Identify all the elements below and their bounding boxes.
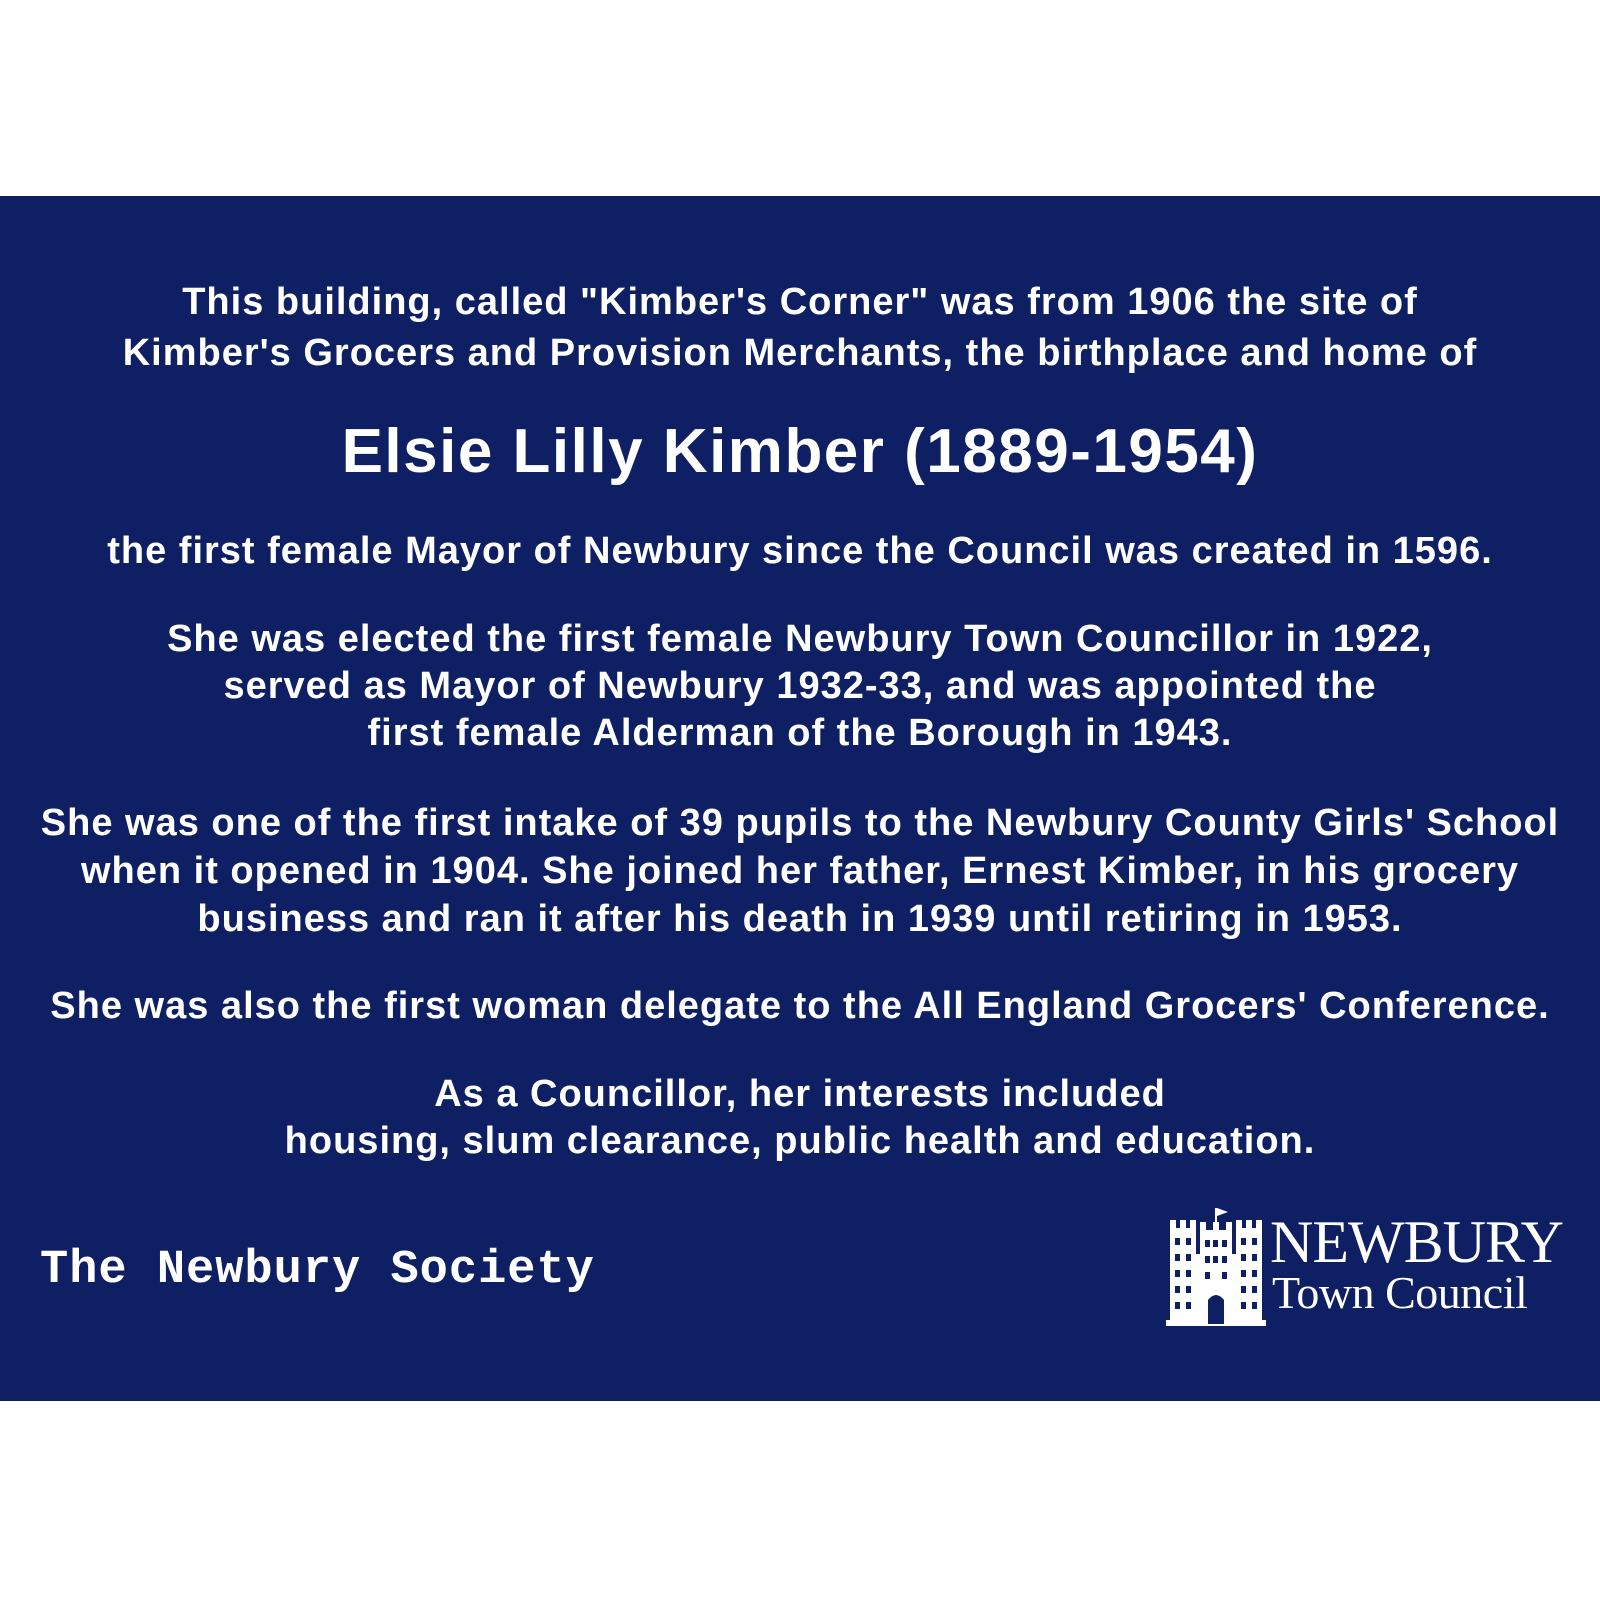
first-mayor-line: the first female Mayor of Newbury since the Council was created in 1596. bbox=[107, 530, 1493, 572]
council-career-line-1: She was elected the first female Newbury Town Councillor in 1922, bbox=[167, 618, 1433, 660]
blue-plaque bbox=[0, 196, 1600, 1401]
castle-icon bbox=[1166, 1206, 1266, 1326]
intro-line-2: Kimber's Grocers and Provision Merchants, the birthplace and home of bbox=[122, 332, 1478, 374]
education-line-2: when it opened in 1904. She joined her father, Ernest Kimber, in his grocery bbox=[80, 850, 1520, 892]
interests-line-2: housing, slum clearance, public health and education. bbox=[284, 1120, 1316, 1162]
education-line-3: business and ran it after his death in 1939 until retiring in 1953. bbox=[197, 898, 1403, 940]
delegate-line: She was also the first woman delegate to the All England Grocers' Conference. bbox=[50, 985, 1550, 1027]
newbury-society-name: The Newbury Society bbox=[40, 1244, 595, 1297]
council-logo-subtitle: Town Council bbox=[1272, 1267, 1528, 1318]
intro-line-1: This building, called "Kimber's Corner" was from 1906 the site of bbox=[182, 281, 1418, 323]
council-career-line-3: first female Alderman of the Borough in 1943. bbox=[367, 712, 1233, 754]
plaque-title: Elsie Lilly Kimber (1889-1954) bbox=[341, 417, 1259, 486]
council-logo-name: NEWBURY bbox=[1270, 1209, 1563, 1275]
interests-line-1: As a Councillor, her interests included bbox=[434, 1073, 1166, 1115]
council-career-line-2: served as Mayor of Newbury 1932-33, and was appointed the bbox=[223, 665, 1377, 707]
newbury-town-council-logo bbox=[1166, 1206, 1566, 1326]
education-line-1: She was one of the first intake of 39 pupils to the Newbury County Girls' School bbox=[40, 802, 1560, 844]
